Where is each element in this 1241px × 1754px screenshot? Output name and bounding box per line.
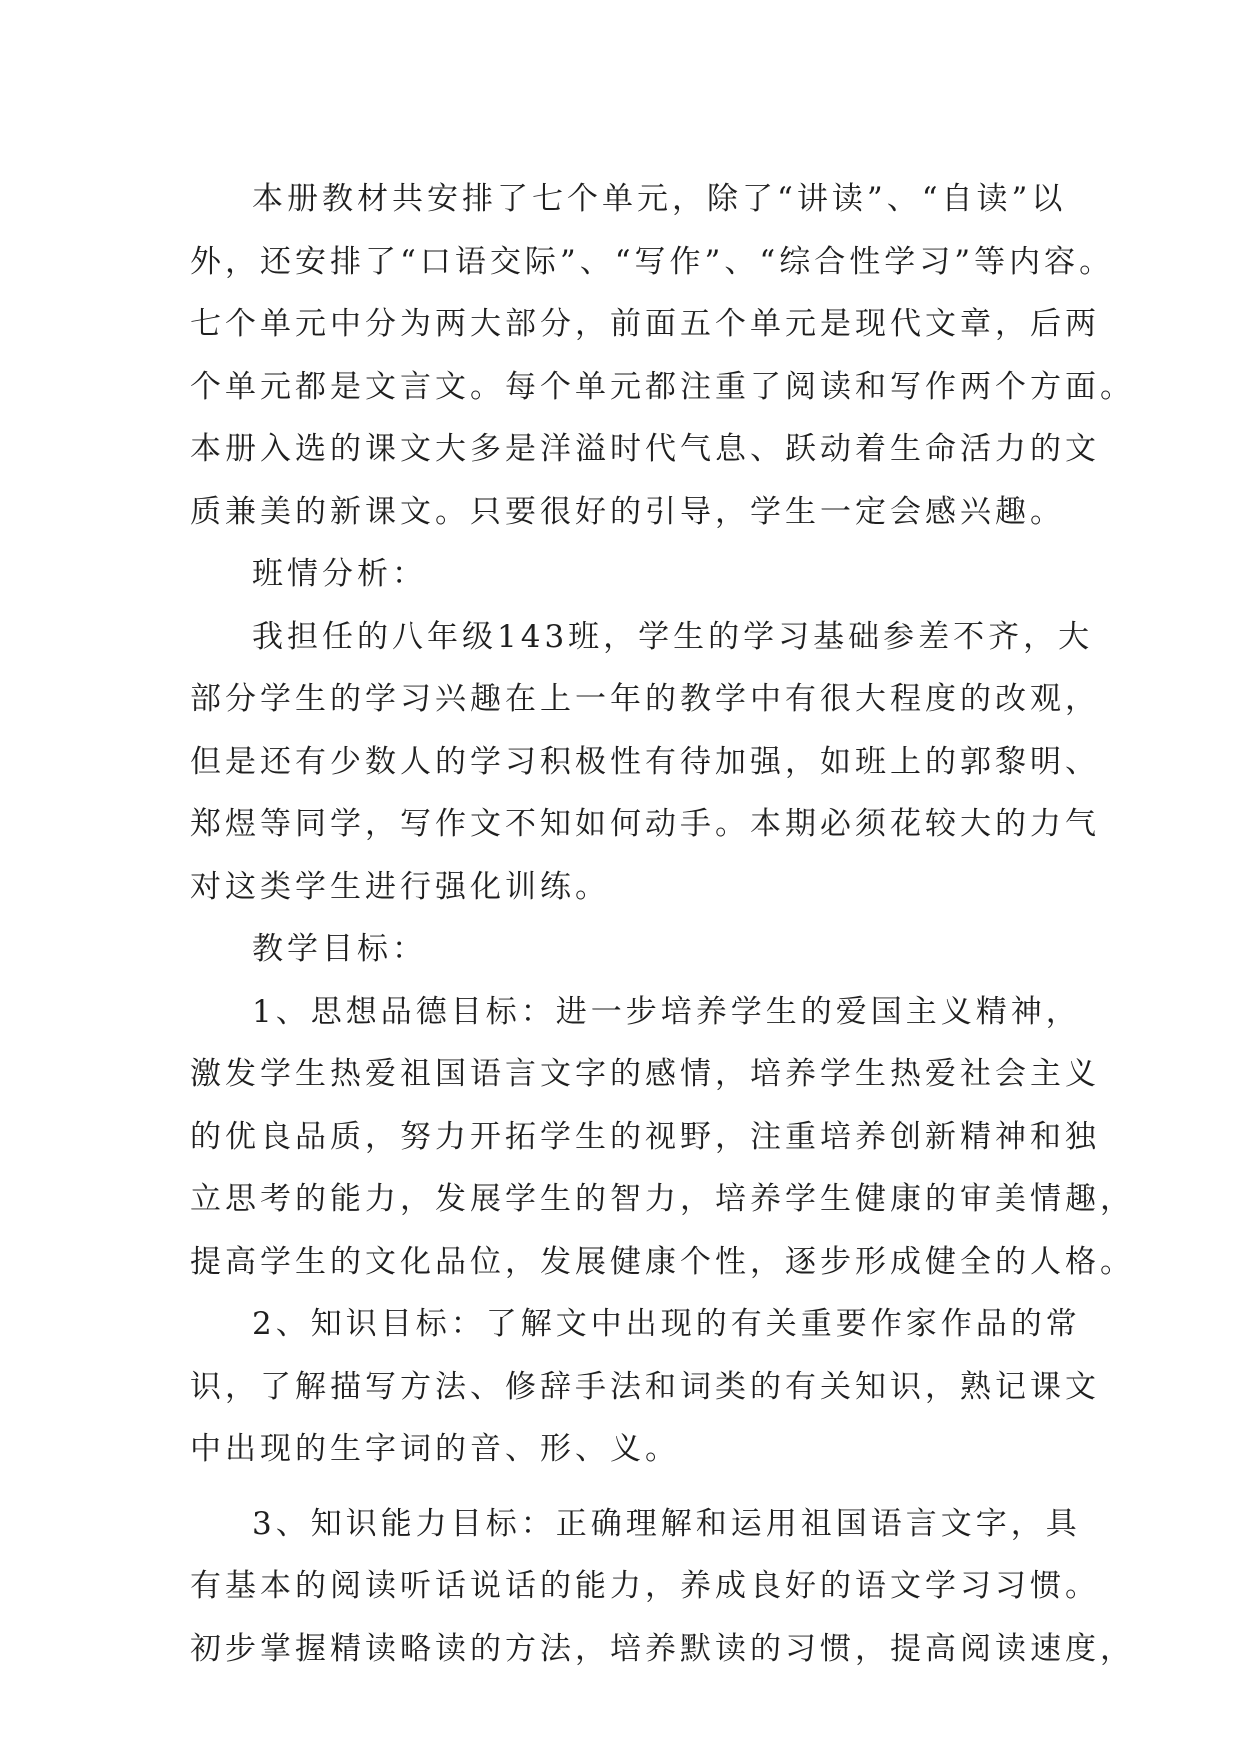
text-line: 本册教材共安排了七个单元，除了“讲读”、“自读”以 [252, 181, 1067, 217]
text-line: 初步掌握精读略读的方法，培养默读的习惯，提高阅读速度， [190, 1630, 1135, 1667]
text-line: 但是还有少数人的学习积极性有待加强，如班上的郭黎明、 [190, 743, 1100, 780]
text-line: 郑煜等同学，写作文不知如何动手。本期必须花较大的力气 [190, 806, 1100, 842]
text-line: 个单元都是文言文。每个单元都注重了阅读和写作两个方面。 [190, 368, 1135, 405]
text-line: 提高学生的文化品位，发展健康个性，逐步形成健全的人格。 [190, 1243, 1135, 1280]
text-line: 质兼美的新课文。只要很好的引导，学生一定会感兴趣。 [190, 493, 1065, 530]
text-line: 中出现的生字词的音、形、义。 [190, 1431, 680, 1467]
text-line: 外，还安排了“口语交际”、“写作”、“综合性学习”等内容。 [190, 243, 1115, 280]
text-line: 3、知识能力目标：正确理解和运用祖国语言文字，具 [252, 1505, 1081, 1542]
text-line: 我担任的八年级143班，学生的学习基础参差不齐，大 [252, 618, 1094, 655]
text-line: 1、思想品德目标：进一步培养学生的爱国主义精神， [252, 993, 1081, 1030]
text-line: 部分学生的学习兴趣在上一年的教学中有很大程度的改观， [190, 681, 1100, 717]
document-body [190, 168, 1135, 1680]
text-line: 的优良品质，努力开拓学生的视野，注重培养创新精神和独 [190, 1118, 1100, 1155]
text-line: 对这类学生进行强化训练。 [190, 868, 610, 905]
text-line: 立思考的能力，发展学生的智力，培养学生健康的审美情趣， [190, 1181, 1135, 1217]
section-heading: 教学目标： [252, 931, 427, 967]
text-line: 有基本的阅读听话说话的能力，养成良好的语文学习习惯。 [190, 1568, 1100, 1604]
text-line: 激发学生热爱祖国语言文字的感情，培养学生热爱社会主义 [190, 1056, 1100, 1092]
text-line: 七个单元中分为两大部分，前面五个单元是现代文章，后两 [190, 306, 1100, 342]
text-line: 2、知识目标：了解文中出现的有关重要作家作品的常 [252, 1306, 1081, 1342]
text-line: 识，了解描写方法、修辞手法和词类的有关知识，熟记课文 [190, 1368, 1100, 1405]
section-heading: 班情分析： [252, 556, 427, 592]
text-line: 本册入选的课文大多是洋溢时代气息、跃动着生命活力的文 [190, 431, 1100, 467]
